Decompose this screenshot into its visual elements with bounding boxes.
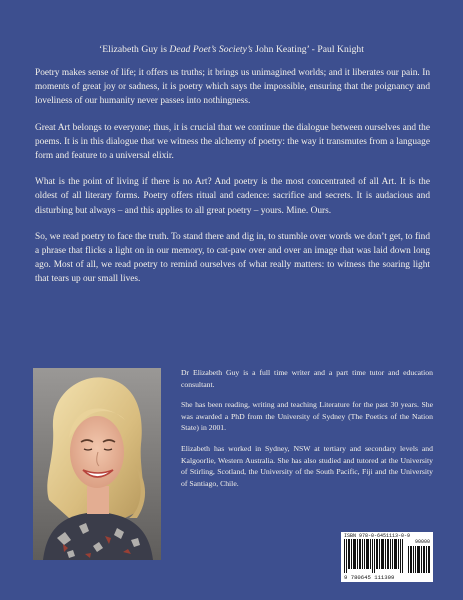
barcode-digits: 9 780645 111309	[344, 574, 395, 581]
quote-suffix: John Keating’ - Paul Knight	[252, 44, 364, 55]
bio-paragraph: Dr Elizabeth Guy is a full time writer and a part time tutor and education consultant.	[181, 368, 433, 389]
author-photo	[33, 368, 161, 560]
blurb-paragraph: So, we read poetry to face the truth. To stand there and dig in, to stumble over words we don’t get, to find a phrase that flicks a light on in our memory, to cat-paw over and over an image that was laid down long ago. Most of all, we read poetry to remind ourselves of what really matters: to witness the soaring light that tears up our small lives.	[35, 231, 430, 285]
author-bio	[181, 367, 433, 498]
isbn-text: ISBN 978-0-6451113-0-9	[344, 533, 411, 539]
blurb-paragraph: What is the point of living if there is no Art? And poetry is the most concentrated of all Art. It is the oldest of all literary forms. Poetry offers ritual and cadence: sacrifice and secrets. It is audacious and disturbing but always – and this applies to all great poetry – yours. Mine. Ours.	[35, 177, 430, 216]
blurb-paragraph: Poetry makes sense of life; it offers us truths; it brings us unimagined worlds; and it liberates our pain. In moments of great joy or sadness, it is poetry which says the impossible, ensuring that the poignancy and loveliness of our humanity never passes into nothingness.	[35, 68, 430, 107]
blurb	[35, 66, 430, 299]
cover-quote	[0, 44, 463, 55]
isbn-barcode	[341, 532, 433, 582]
price-code: 90000	[414, 539, 430, 545]
blurb-paragraph: Great Art belongs to everyone; thus, it is crucial that we continue the dialogue between ourselves and the poems. It is in this dialogue that we witness the alchemy of poetry: the way it transmutes from a language form and feature to a universal elixir.	[35, 122, 430, 162]
quote-title: Dead Poet’s Society’s	[169, 44, 253, 55]
bio-paragraph: She has been reading, writing and teaching Literature for the past 30 years. She was awarded a PhD from the University of Sydney (The Poetics of the Nation State) in 2001.	[181, 400, 433, 433]
quote-prefix: ‘Elizabeth Guy is	[98, 44, 170, 55]
author-portrait-image	[33, 368, 161, 560]
price-barcode-icon	[408, 546, 430, 573]
bio-paragraph: Elizabeth has worked in Sydney, NSW at tertiary and secondary levels and Kalgoorlie, Western Australia. She has also studied and tutored at the University of Stirling, Scotland, the University of the South Pacific, Fiji and the University of Santiago, Chile.	[181, 443, 433, 488]
barcode-bars-icon	[344, 539, 404, 573]
